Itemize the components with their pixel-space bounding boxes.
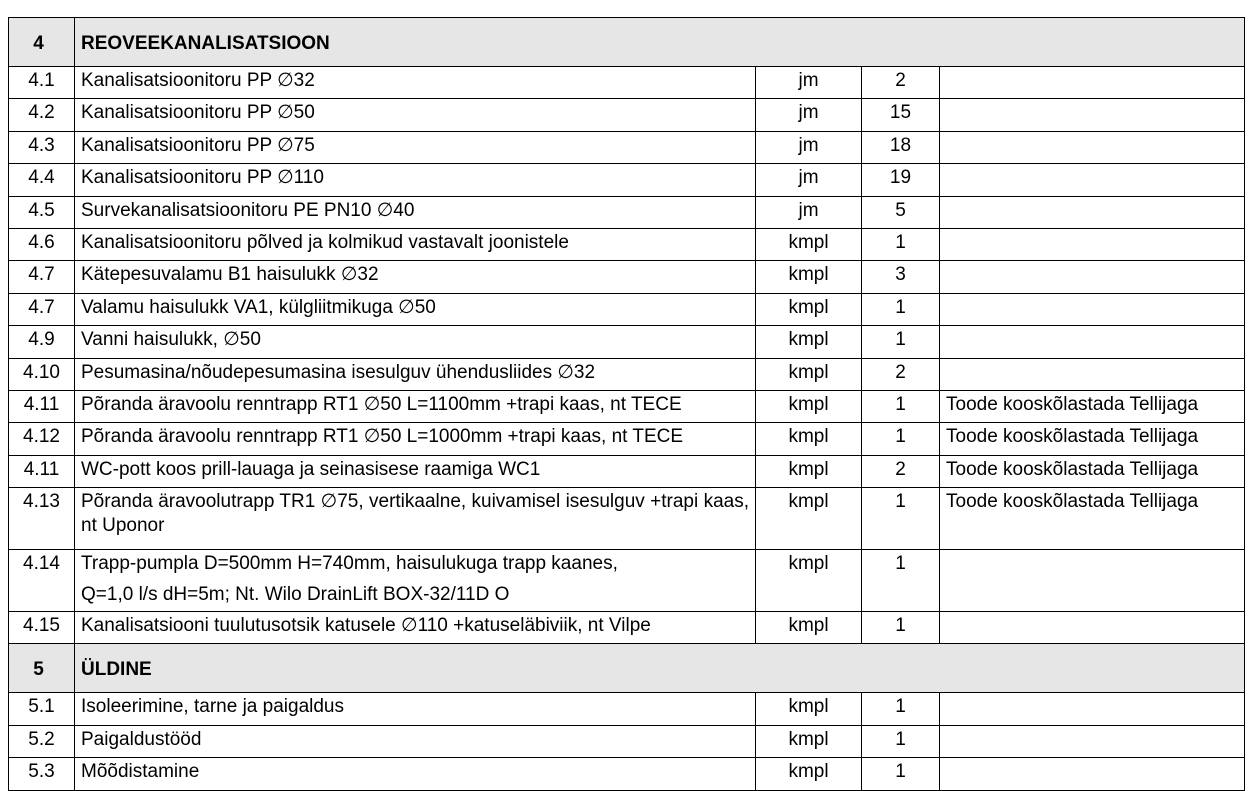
row-note <box>940 612 1245 644</box>
row-number: 4.15 <box>9 612 75 644</box>
row-description: Kätepesuvalamu B1 haisulukk ∅32 <box>75 261 756 293</box>
row-quantity: 1 <box>862 693 940 725</box>
row-note <box>940 131 1245 163</box>
table-row <box>9 693 1245 725</box>
row-number: 4.2 <box>9 99 75 131</box>
row-unit: kmpl <box>756 293 862 325</box>
row-note <box>940 725 1245 757</box>
specification-table <box>8 17 1245 791</box>
row-quantity: 2 <box>862 455 940 487</box>
row-number: 4.1 <box>9 67 75 99</box>
row-note <box>940 261 1245 293</box>
row-note: Toode kooskõlastada Tellijaga <box>940 390 1245 422</box>
row-note <box>940 196 1245 228</box>
row-note: Toode kooskõlastada Tellijaga <box>940 423 1245 455</box>
row-description-line-1: Trapp-pumpla D=500mm H=740mm, haisulukuga trapp kaanes, <box>81 553 618 575</box>
table-row <box>9 293 1245 325</box>
table-row <box>9 488 1245 550</box>
row-number: 4.7 <box>9 293 75 325</box>
row-description: Kanalisatsioonitoru PP ∅50 <box>75 99 756 131</box>
row-description: Mõõdistamine <box>75 758 756 790</box>
row-number: 4.9 <box>9 326 75 358</box>
row-number: 4.12 <box>9 423 75 455</box>
row-quantity: 1 <box>862 326 940 358</box>
row-quantity: 1 <box>862 550 940 612</box>
row-description: Kanalisatsioonitoru PP ∅32 <box>75 67 756 99</box>
row-number: 4.11 <box>9 455 75 487</box>
section-header <box>9 644 1245 693</box>
row-quantity: 1 <box>862 488 940 550</box>
section-title: ÜLDINE <box>75 644 1245 693</box>
row-unit: kmpl <box>756 725 862 757</box>
row-unit: kmpl <box>756 423 862 455</box>
section-number: 4 <box>9 18 75 67</box>
row-quantity: 1 <box>862 725 940 757</box>
row-description: Põranda äravoolu renntrapp RT1 ∅50 L=1100mm +trapi kaas, nt TECE <box>75 390 756 422</box>
table-row <box>9 67 1245 99</box>
row-note <box>940 164 1245 196</box>
table-row <box>9 455 1245 487</box>
table-row <box>9 423 1245 455</box>
row-unit: kmpl <box>756 488 862 550</box>
row-number: 4.7 <box>9 261 75 293</box>
row-quantity: 1 <box>862 293 940 325</box>
row-description: Vanni haisulukk, ∅50 <box>75 326 756 358</box>
table-row <box>9 758 1245 790</box>
table-row <box>9 390 1245 422</box>
row-note <box>940 293 1245 325</box>
row-quantity: 3 <box>862 261 940 293</box>
row-unit: kmpl <box>756 261 862 293</box>
row-note <box>940 358 1245 390</box>
row-description: Kanalisatsioonitoru PP ∅75 <box>75 131 756 163</box>
row-number: 4.4 <box>9 164 75 196</box>
row-quantity: 1 <box>862 228 940 260</box>
table-row <box>9 358 1245 390</box>
row-unit: jm <box>756 196 862 228</box>
table-row <box>9 131 1245 163</box>
row-quantity: 15 <box>862 99 940 131</box>
table-row <box>9 164 1245 196</box>
row-number: 4.11 <box>9 390 75 422</box>
row-quantity: 1 <box>862 390 940 422</box>
row-number: 4.13 <box>9 488 75 550</box>
row-unit: kmpl <box>756 550 862 612</box>
row-description: Isoleerimine, tarne ja paigaldus <box>75 693 756 725</box>
row-note <box>940 67 1245 99</box>
table-row <box>9 550 1245 612</box>
row-quantity: 2 <box>862 358 940 390</box>
row-quantity: 19 <box>862 164 940 196</box>
row-unit: kmpl <box>756 758 862 790</box>
row-description: Valamu haisulukk VA1, külgliitmikuga ∅50 <box>75 293 756 325</box>
table-row <box>9 261 1245 293</box>
row-description-line-2: Q=1,0 l/s dH=5m; Nt. Wilo DrainLift BOX-32/11D O <box>81 584 510 606</box>
row-note <box>940 758 1245 790</box>
row-number: 4.10 <box>9 358 75 390</box>
row-note <box>940 228 1245 260</box>
row-quantity: 18 <box>862 131 940 163</box>
row-quantity: 1 <box>862 612 940 644</box>
row-note <box>940 550 1245 612</box>
row-unit: jm <box>756 67 862 99</box>
row-unit: kmpl <box>756 326 862 358</box>
row-note <box>940 326 1245 358</box>
row-description <box>75 550 756 612</box>
row-note <box>940 99 1245 131</box>
row-description: Survekanalisatsioonitoru PE PN10 ∅40 <box>75 196 756 228</box>
row-unit: jm <box>756 164 862 196</box>
section-number: 5 <box>9 644 75 693</box>
row-note: Toode kooskõlastada Tellijaga <box>940 455 1245 487</box>
row-unit: kmpl <box>756 390 862 422</box>
row-number: 4.6 <box>9 228 75 260</box>
table-row <box>9 228 1245 260</box>
row-unit: kmpl <box>756 693 862 725</box>
row-description: Kanalisatsioonitoru PP ∅110 <box>75 164 756 196</box>
row-description: Paigaldustööd <box>75 725 756 757</box>
row-number: 4.3 <box>9 131 75 163</box>
row-unit: kmpl <box>756 228 862 260</box>
row-note <box>940 693 1245 725</box>
row-quantity: 1 <box>862 758 940 790</box>
table-row <box>9 725 1245 757</box>
row-description: Kanalisatsioonitoru põlved ja kolmikud vastavalt joonistele <box>75 228 756 260</box>
row-unit: kmpl <box>756 612 862 644</box>
row-quantity: 2 <box>862 67 940 99</box>
row-description: Pesumasina/nõudepesumasina isesulguv ühendusliides ∅32 <box>75 358 756 390</box>
row-unit: kmpl <box>756 455 862 487</box>
row-number: 5.2 <box>9 725 75 757</box>
table-row <box>9 612 1245 644</box>
row-description: Põranda äravoolutrapp TR1 ∅75, vertikaalne, kuivamisel isesulguv +trapi kaas, nt Uponor <box>75 488 756 550</box>
table-row <box>9 196 1245 228</box>
row-number: 5.3 <box>9 758 75 790</box>
row-number: 5.1 <box>9 693 75 725</box>
section-title: REOVEEKANALISATSIOON <box>75 18 1245 67</box>
table-row <box>9 326 1245 358</box>
row-unit: jm <box>756 99 862 131</box>
row-description: Põranda äravoolu renntrapp RT1 ∅50 L=1000mm +trapi kaas, nt TECE <box>75 423 756 455</box>
row-description: Kanalisatsiooni tuulutusotsik katusele ∅110 +katuseläbiviik, nt Vilpe <box>75 612 756 644</box>
row-note: Toode kooskõlastada Tellijaga <box>940 488 1245 550</box>
row-unit: kmpl <box>756 358 862 390</box>
row-number: 4.5 <box>9 196 75 228</box>
row-quantity: 1 <box>862 423 940 455</box>
section-header <box>9 18 1245 67</box>
row-description: WC-pott koos prill-lauaga ja seinasisese raamiga WC1 <box>75 455 756 487</box>
row-quantity: 5 <box>862 196 940 228</box>
row-number: 4.14 <box>9 550 75 612</box>
row-unit: jm <box>756 131 862 163</box>
table-row <box>9 99 1245 131</box>
